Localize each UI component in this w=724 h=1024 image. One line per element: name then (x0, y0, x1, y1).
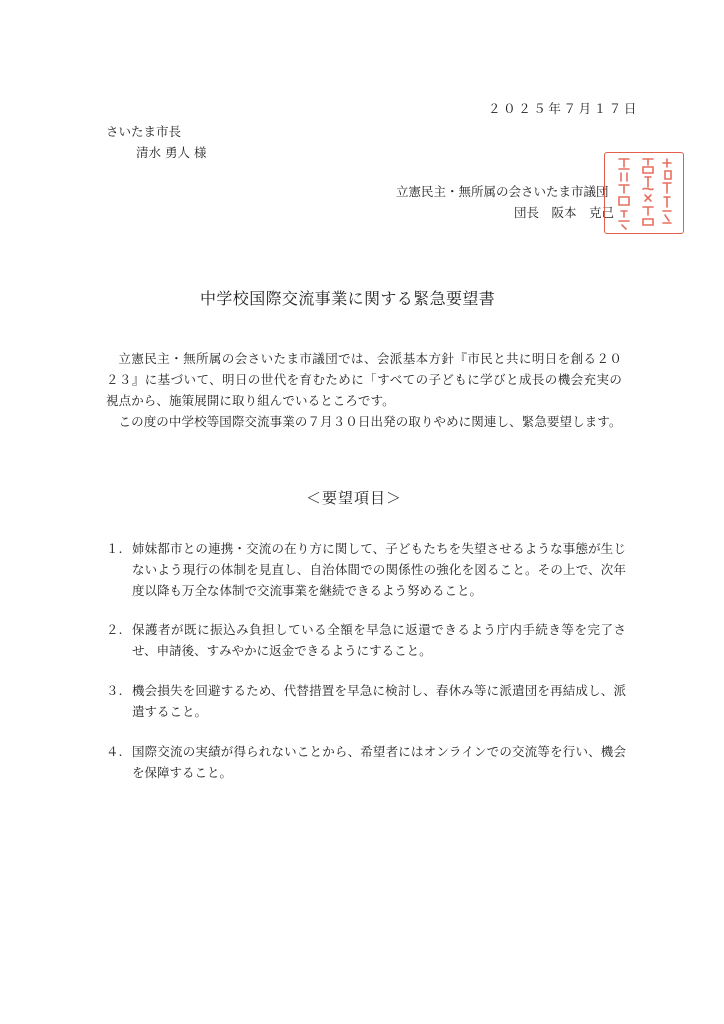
request-item-text: 姉妹都市との連携・交流の在り方に関して、子どもたちを失望させるような事態が生じないよう現行の体制を見直し、自治体間での関係性の強化を図ること。その上で、次年度以降も万全な体制で交流事業を継続できるよう努めること。 (132, 541, 626, 598)
request-item (106, 538, 626, 601)
request-item-number: ３. (106, 683, 123, 698)
sender-person: 団長 阪本 克己 (514, 205, 615, 220)
recipient-name: 清水 勇人 様 (136, 145, 207, 160)
document-date: ２０２５年７月１７日 (488, 101, 640, 116)
request-item-number: ２. (106, 622, 123, 637)
section-title: ＜要望項目＞ (306, 489, 403, 507)
seal-graphic (605, 153, 683, 233)
body-paragraph-1: 立憲民主・無所属の会さいたま市議団では、会派基本方針『市民と共に明日を創る２０２３』に基づいて、明日の世代を育むために「すべての子どもに学びと成長の機会充実の視点から、施策展開に取り組んでいるところです。 (106, 351, 622, 408)
recipient-title: さいたま市長 (106, 124, 182, 139)
official-seal-icon (604, 152, 684, 234)
request-item-text: 保護者が既に振込み負担している全額を早急に返還できるよう庁内手続き等を完了させ、申請後、すみやかに返金できるようにすること。 (132, 622, 626, 658)
request-item-number: １. (106, 541, 123, 556)
request-item (106, 619, 626, 661)
request-item (106, 680, 626, 722)
request-item-text: 国際交流の実績が得られないことから、希望者にはオンラインでの交流等を行い、機会を保障すること。 (132, 744, 626, 780)
request-item (106, 741, 626, 783)
document-title: 中学校国際交流事業に関する緊急要望書 (200, 289, 496, 308)
body-paragraph-2: この度の中学校等国際交流事業の７月３０日出発の取りやめに関連し、緊急要望します。 (118, 414, 622, 429)
request-item-text: 機会損失を回避するため、代替措置を早急に検討し、春休み等に派遣団を再結成し、派遣すること。 (132, 683, 626, 719)
sender-organization: 立憲民主・無所属の会さいたま市議団 (396, 184, 609, 199)
request-item-number: ４. (106, 744, 123, 759)
